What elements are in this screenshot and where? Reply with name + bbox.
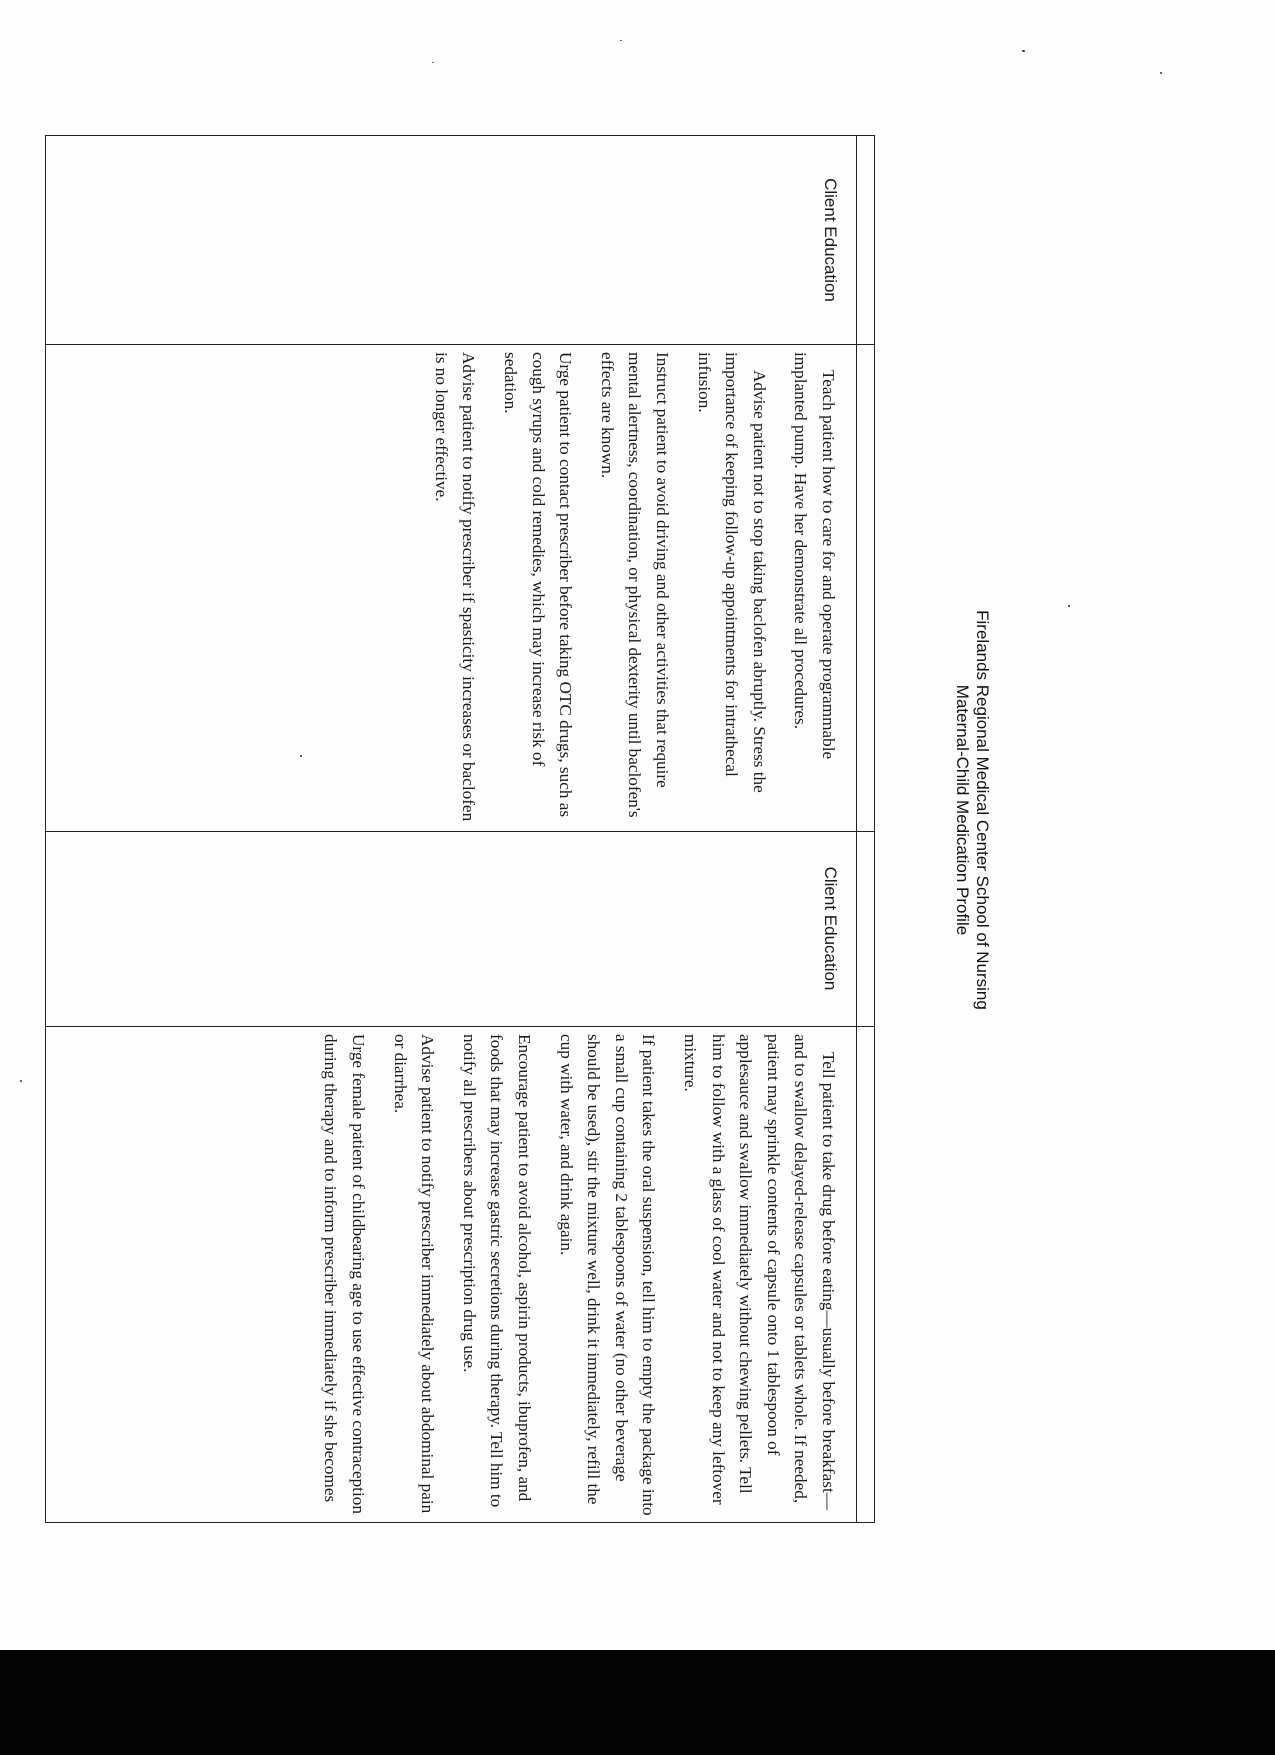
education-paragraph: Urge female patient of childbearing age to use effective contraception during therapy and to inform prescriber immediately if she becomes bbox=[321, 1034, 369, 1514]
school-title: Firelands Regional Medical Center School of Nursing bbox=[973, 610, 992, 1010]
client-education-content-2 bbox=[303, 1026, 856, 1524]
education-paragraph: Advise patient to notify prescriber immediately about abdominal pain or diarrhea. bbox=[390, 1034, 438, 1514]
education-paragraph: If patient takes the oral suspension, tell him to empty the package into a small cup containing 2 tablespoons of water (no other beverage should be used), stir the mixture well, drink it immediately, refill the cup with water, and drink again. bbox=[556, 1034, 659, 1516]
scan-black-border bbox=[0, 1650, 1275, 1755]
column-label: Client Education bbox=[821, 178, 840, 302]
column-label: Client Education bbox=[821, 866, 840, 991]
education-paragraph: Instruct patient to avoid driving and other activities that require mental alertness, coordination, or physical dexterity until baclofen's effects are known. bbox=[597, 352, 673, 818]
rotated-document bbox=[160, 130, 1010, 1516]
medication-table bbox=[45, 135, 875, 1523]
education-paragraph: Urge patient to contact prescriber before taking OTC drugs, such as cough syrups and cold remedies, which may increase risk of sedation. bbox=[501, 352, 576, 818]
profile-title: Maternal-Child Medication Profile bbox=[953, 684, 972, 936]
education-paragraph: Teach patient how to care for and operate programmable implanted pump. Have her demonstrate all procedures. bbox=[791, 352, 838, 760]
education-paragraph: Advise patient not to stop taking baclofen abruptly. Stress the importance of keeping follow-up appointments for intrathecal infusion. bbox=[694, 352, 769, 793]
table-top-row bbox=[857, 135, 875, 1523]
client-education-content-1 bbox=[413, 344, 856, 831]
education-paragraph: Tell patient to take drug before eating—usually before breakfast—and to swallow delayed-release capsules or tablets whole. If needed, patient may sprinkle contents of capsule onto 1 tablespoon of applesauce and swallow immediately without chewing pellets. Tell him to follow with a glass of cool water and not to keep any leftover mixture. bbox=[681, 1034, 838, 1510]
education-paragraph: Encourage patient to avoid alcohol, aspirin products, ibuprofen, and foods that may increase gastric secretions during therapy. Tell him to notify all prescribers about prescription drug use. bbox=[459, 1034, 535, 1508]
table-row bbox=[45, 135, 857, 1523]
education-paragraph: Advise patient to notify prescriber if spasticity increases or baclofen is no longer effective. bbox=[431, 352, 479, 822]
document-header bbox=[910, 130, 1010, 1490]
